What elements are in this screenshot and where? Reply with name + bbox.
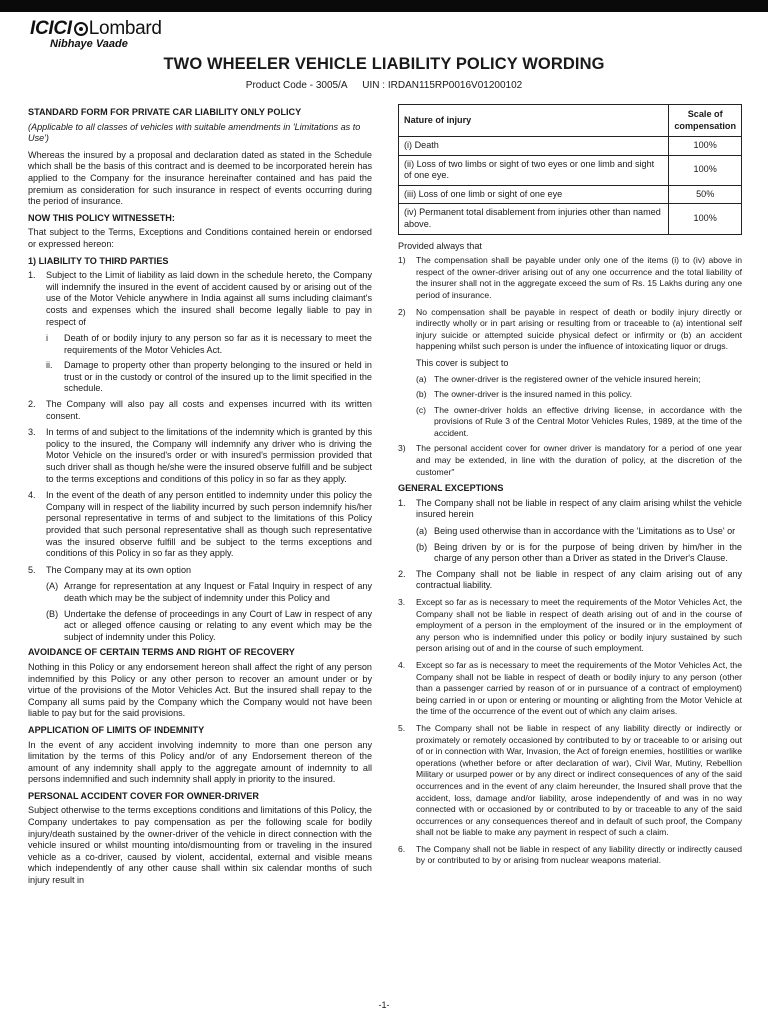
table-row: [399, 204, 742, 234]
clause-number: 6.: [398, 843, 406, 854]
clause-number: (A): [46, 581, 59, 592]
clause-text: The Company will also pay all costs and expenses incurred with its written consent.: [46, 399, 372, 421]
limits-heading: APPLICATION OF LIMITS OF INDEMNITY: [28, 724, 205, 735]
right-column: [398, 104, 742, 872]
liability-subclause-b: [46, 609, 372, 644]
top-black-bar: [0, 0, 768, 12]
clause-number: ii.: [46, 360, 53, 371]
avoidance-heading: AVOIDANCE OF CERTAIN TERMS AND RIGHT OF RECOVERY: [28, 647, 295, 658]
clause-number: 1.: [28, 270, 36, 281]
cover-condition-c: [416, 405, 742, 440]
product-codes: [0, 80, 768, 91]
clause-number: 2): [398, 306, 406, 317]
table-header-injury: Nature of injury: [399, 105, 669, 137]
page-number: -1-: [378, 1000, 390, 1010]
clause-number: 2.: [398, 568, 406, 579]
clause-text: Death of or bodily injury to any person so far as it is necessary to meet the requirements of the Motor Vehicles Act.: [64, 333, 372, 355]
injury-cell: (ii) Loss of two limbs or sight of two eyes or one limb and sight of one eye.: [399, 155, 669, 185]
document-title: TWO WHEELER VEHICLE LIABILITY POLICY WORDING: [163, 55, 605, 73]
liability-clause-3: [28, 427, 372, 485]
clause-number: 4.: [28, 490, 36, 501]
clause-number: 1): [398, 255, 406, 266]
brand-name-lombard: Lombard: [88, 18, 162, 39]
clause-text: The personal accident cover for owner driver is mandatory for a period of one year and may be extended, in line with the duration of policy, at the discretion of the customer": [416, 443, 742, 477]
scale-cell: 100%: [669, 137, 742, 156]
clause-number: 1.: [398, 497, 406, 508]
clause-number: 3.: [28, 427, 36, 438]
clause-text: The Company shall not be liable in respect of any liability directly or indirectly or proximately or remotely occasioned by contributed to by or traceable to or arising out of or in connection with War, Invasion, the Act of foreign enemies, hostilities or warlike operations (whether before or after declaration of war), Civil War, Mutiny, Rebellion Military or usurped power or by any direct or indirect consequences of any of the said occurrences and in the event of any claim hereunder, the Insured shall prove that the accident, loss, damage and/or liability, arose independently of and was in no way connected with or occasioned by or contributed to by or traceable to any of the said occurrences or any consequences thereof and in default of such proof, the Company shall not be liable to make any payment in respect of such a claim.: [416, 722, 742, 838]
clause-number: i: [46, 333, 49, 344]
exception-3: [398, 597, 742, 655]
exception-4: [398, 660, 742, 718]
scale-cell: 100%: [669, 204, 742, 234]
liability-clause-4: [28, 490, 372, 560]
clause-text: Except so far as is necessary to meet the requirements of the Motor Vehicles Act, the Company shall not be liable in respect of death or bodily injury to any person (other than a passenger carried by reason of or in pursuance of a contract of employment) being carried in or upon or entering or mounting or alighting from the Motor Vehicle at the time of the occurrence of the event out of which any claim arises.: [416, 659, 742, 717]
clause-text: Arrange for representation at any Inquest or Fatal Inquiry in respect of any death which may be the subject of indemnity under this Policy and: [64, 581, 372, 603]
clause-number: (b): [416, 389, 427, 400]
clause-text: In the event of the death of any person entitled to indemnity under this policy the Company will in respect of the liability incurred by such person indemnify his/her personal representative in terms of and subject to the limitations of this Policy provided that such personal representative shall as though such representative was the insured observe fulfill and be subject to the terms exceptions and conditions of this Policy in so far as they apply.: [46, 490, 372, 559]
liability-subclause-i: [46, 333, 372, 356]
witness-heading: NOW THIS POLICY WITNESSETH:: [28, 212, 175, 223]
exception-1b: [416, 542, 742, 565]
table-row: [399, 155, 742, 185]
exception-2: [398, 569, 742, 592]
clause-text: The Company shall not be liable in respect of any claim arising whilst the vehicle insured herein: [416, 497, 742, 520]
clause-text: The compensation shall be payable under only one of the items (i) to (iv) above in respect of the owner-driver arising out of any one occurrence and the total liability of the insurer shall not in the aggregate exceed the sum of Rs. 15 Lakhs during any one period of insurance.: [416, 255, 742, 300]
exception-1a: [416, 526, 742, 538]
avoidance-paragraph: Nothing in this Policy or any endorsement hereon shall affect the right of any person indemnified by this Policy or any other person to recover an amount under or by virtue of the provisions of the Motor Vehicles Act. But the insured shall repay to the Company all sums paid by the Company which the Company would not have been liable to pay but for the said provisions.: [28, 661, 372, 719]
clause-number: (a): [416, 373, 427, 384]
brand-tagline: Nibhaye Vaade: [50, 38, 128, 50]
table-row: [399, 137, 742, 156]
proviso-2: [398, 307, 742, 353]
clause-text: In terms of and subject to the limitations of the indemnity which is granted by this policy to the insured, the Company will indemnify any driver who is driving the Motor Vehicle on the insured's order or with insured's permission provided that such driver shall as though he/she were the insured observe fulfill and be subject to the terms exceptions and conditions of this policy in so far as they apply.: [46, 427, 372, 484]
clause-number: 4.: [398, 659, 406, 670]
liability-heading: 1) LIABILITY TO THIRD PARTIES: [28, 255, 169, 266]
cover-condition-a: [416, 374, 742, 386]
clause-text: The Company shall not be liable in respect of any claim arising out of any contractual liability.: [416, 568, 742, 591]
clause-number: 2.: [28, 399, 36, 410]
exception-6: [398, 844, 742, 867]
exception-1: [398, 498, 742, 521]
general-exceptions-heading: GENERAL EXCEPTIONS: [398, 483, 504, 494]
witness-paragraph: That subject to the Terms, Exceptions and Conditions contained herein or endorsed or expressed hereon:: [28, 227, 372, 249]
proviso-1: [398, 255, 742, 301]
provided-label: Provided always that: [398, 240, 482, 251]
cover-condition-b: [416, 389, 742, 401]
clause-number: 5.: [398, 722, 406, 733]
clause-text: The owner-driver is the registered owner of the vehicle insured herein;: [434, 373, 701, 384]
brand-name-icici: ICICI: [30, 18, 72, 39]
liability-clause-5: [28, 565, 372, 577]
table-header-row: [399, 105, 742, 137]
liability-subclause-ii: [46, 360, 372, 395]
lombard-logo-icon: [74, 22, 88, 36]
proviso-3: [398, 443, 742, 478]
clause-text: Except so far as is necessary to meet the requirements of the Motor Vehicles Act, the Company shall not be liable in respect of death arising out of and in the course of employment of a person in the employment of the insured or in the employment of any person who is indemnified under this policy or bodily injury sustained by such person arising out of and in the course of such employment.: [416, 597, 742, 654]
brand-logo: [30, 18, 162, 50]
scale-cell: 50%: [669, 185, 742, 204]
injury-cell: (i) Death: [399, 137, 669, 156]
clause-number: (c): [416, 404, 427, 415]
personal-accident-paragraph: Subject otherwise to the terms exceptions conditions and limitations of this Policy, the Company undertakes to pay compensation as per the following scale for bodily injury/death sustained by the owner-driver of the vehicle in direct connection with the vehicle insured or whilst mounting into/dismounting from or traveling in the insured vehicle as a co-driver, caused by violent, accidental, external and visible means which independently of any other cause shall within six calendar months of such injury result in: [28, 805, 372, 886]
uin-code: UIN : IRDAN115RP0016V01200102: [362, 80, 523, 91]
liability-clause-2: [28, 399, 372, 422]
clause-text: Damage to property other than property belonging to the insured or held in trust or in the custody or control of the insured up to the limit specified in the schedule.: [64, 360, 372, 394]
clause-number: (b): [416, 541, 428, 552]
liability-subclause-a: [46, 581, 372, 604]
scale-cell: 100%: [669, 155, 742, 185]
personal-accident-heading: PERSONAL ACCIDENT COVER FOR OWNER-DRIVER: [28, 790, 259, 801]
injury-cell: (iv) Permanent total disablement from injuries other than named above.: [399, 204, 669, 234]
product-code: Product Code - 3005/A: [245, 80, 348, 91]
clause-text: The owner-driver is the insured named in this policy.: [434, 389, 633, 400]
clause-number: 5.: [28, 564, 36, 575]
applicable-note: (Applicable to all classes of vehicles with suitable amendments in 'Limitations as to Use'): [28, 121, 361, 144]
clause-number: 3.: [398, 597, 406, 607]
clause-number: (B): [46, 608, 59, 619]
exception-5: [398, 723, 742, 839]
table-row: [399, 185, 742, 204]
clause-number: (a): [416, 526, 428, 537]
compensation-table: [398, 104, 742, 235]
standard-form-heading: STANDARD FORM FOR PRIVATE CAR LIABILITY ONLY POLICY: [28, 107, 302, 117]
clause-text: Being driven by or is for the purpose of being driven by him/her in the charge of any person other than a Driver as stated in the Driver's Clause.: [434, 541, 742, 564]
clause-text: The Company may at its own option: [46, 564, 192, 575]
whereas-paragraph: Whereas the insured by a proposal and declaration dated as stated in the Schedule which shall be the basis of this contract and is deemed to be incorporated herein has applied to the Company for the insurance hereinafter contained and has paid the premium as consideration for such insurance in respect of events occurring during the period of insurance.: [28, 149, 372, 207]
clause-number: 3): [398, 443, 406, 454]
clause-text: Subject to the Limit of liability as laid down in the schedule hereto, the Company will indemnify the insured in the event of accident caused by or arising out of the use of the Motor Vehicle anywhere in India against all sums including claimant's costs and expenses which the insured shall become legally liable to pay in respect of: [46, 270, 372, 327]
clause-text: Being used otherwise than in accordance with the 'Limitations as to Use' or: [434, 526, 736, 537]
cover-subject-label: This cover is subject to: [416, 357, 509, 368]
clause-text: Undertake the defense of proceedings in any Court of Law in respect of any act or alleged offence causing or relating to any event which may be the subject of indemnity under this Policy.: [64, 608, 372, 642]
liability-clause-1: [28, 270, 372, 328]
table-header-scale: Scale of compensation: [669, 105, 742, 137]
clause-text: The owner-driver holds an effective driving license, in accordance with the provisions of Rule 3 of the Central Motor Vehicles Rules, 1989, at the time of the accident.: [434, 404, 742, 438]
injury-cell: (iii) Loss of one limb or sight of one eye: [399, 185, 669, 204]
limits-paragraph: In the event of any accident involving indemnity to more than one person any limitation by the terms of this Policy and/or of any Endorsement thereon of the amount of any indemnity shall apply to the aggregate amount of indemnity to all persons indemnified and such indemnity shall apply in priority to the insured.: [28, 739, 372, 785]
left-column: [28, 104, 372, 892]
clause-text: The Company shall not be liable in respect of any liability directly or indirectly caused by or contributed to by or arising from nuclear weapons material.: [416, 843, 742, 866]
clause-text: No compensation shall be payable in respect of death or bodily injury directly or indirectly wholly or in part arising or resulting from or traceable to (a) intentional self injury suicide or attempted suicide physical defect or infirmity or (b) an accident happening whilst such person is under the influence of intoxicating liquor or drugs.: [416, 306, 742, 352]
